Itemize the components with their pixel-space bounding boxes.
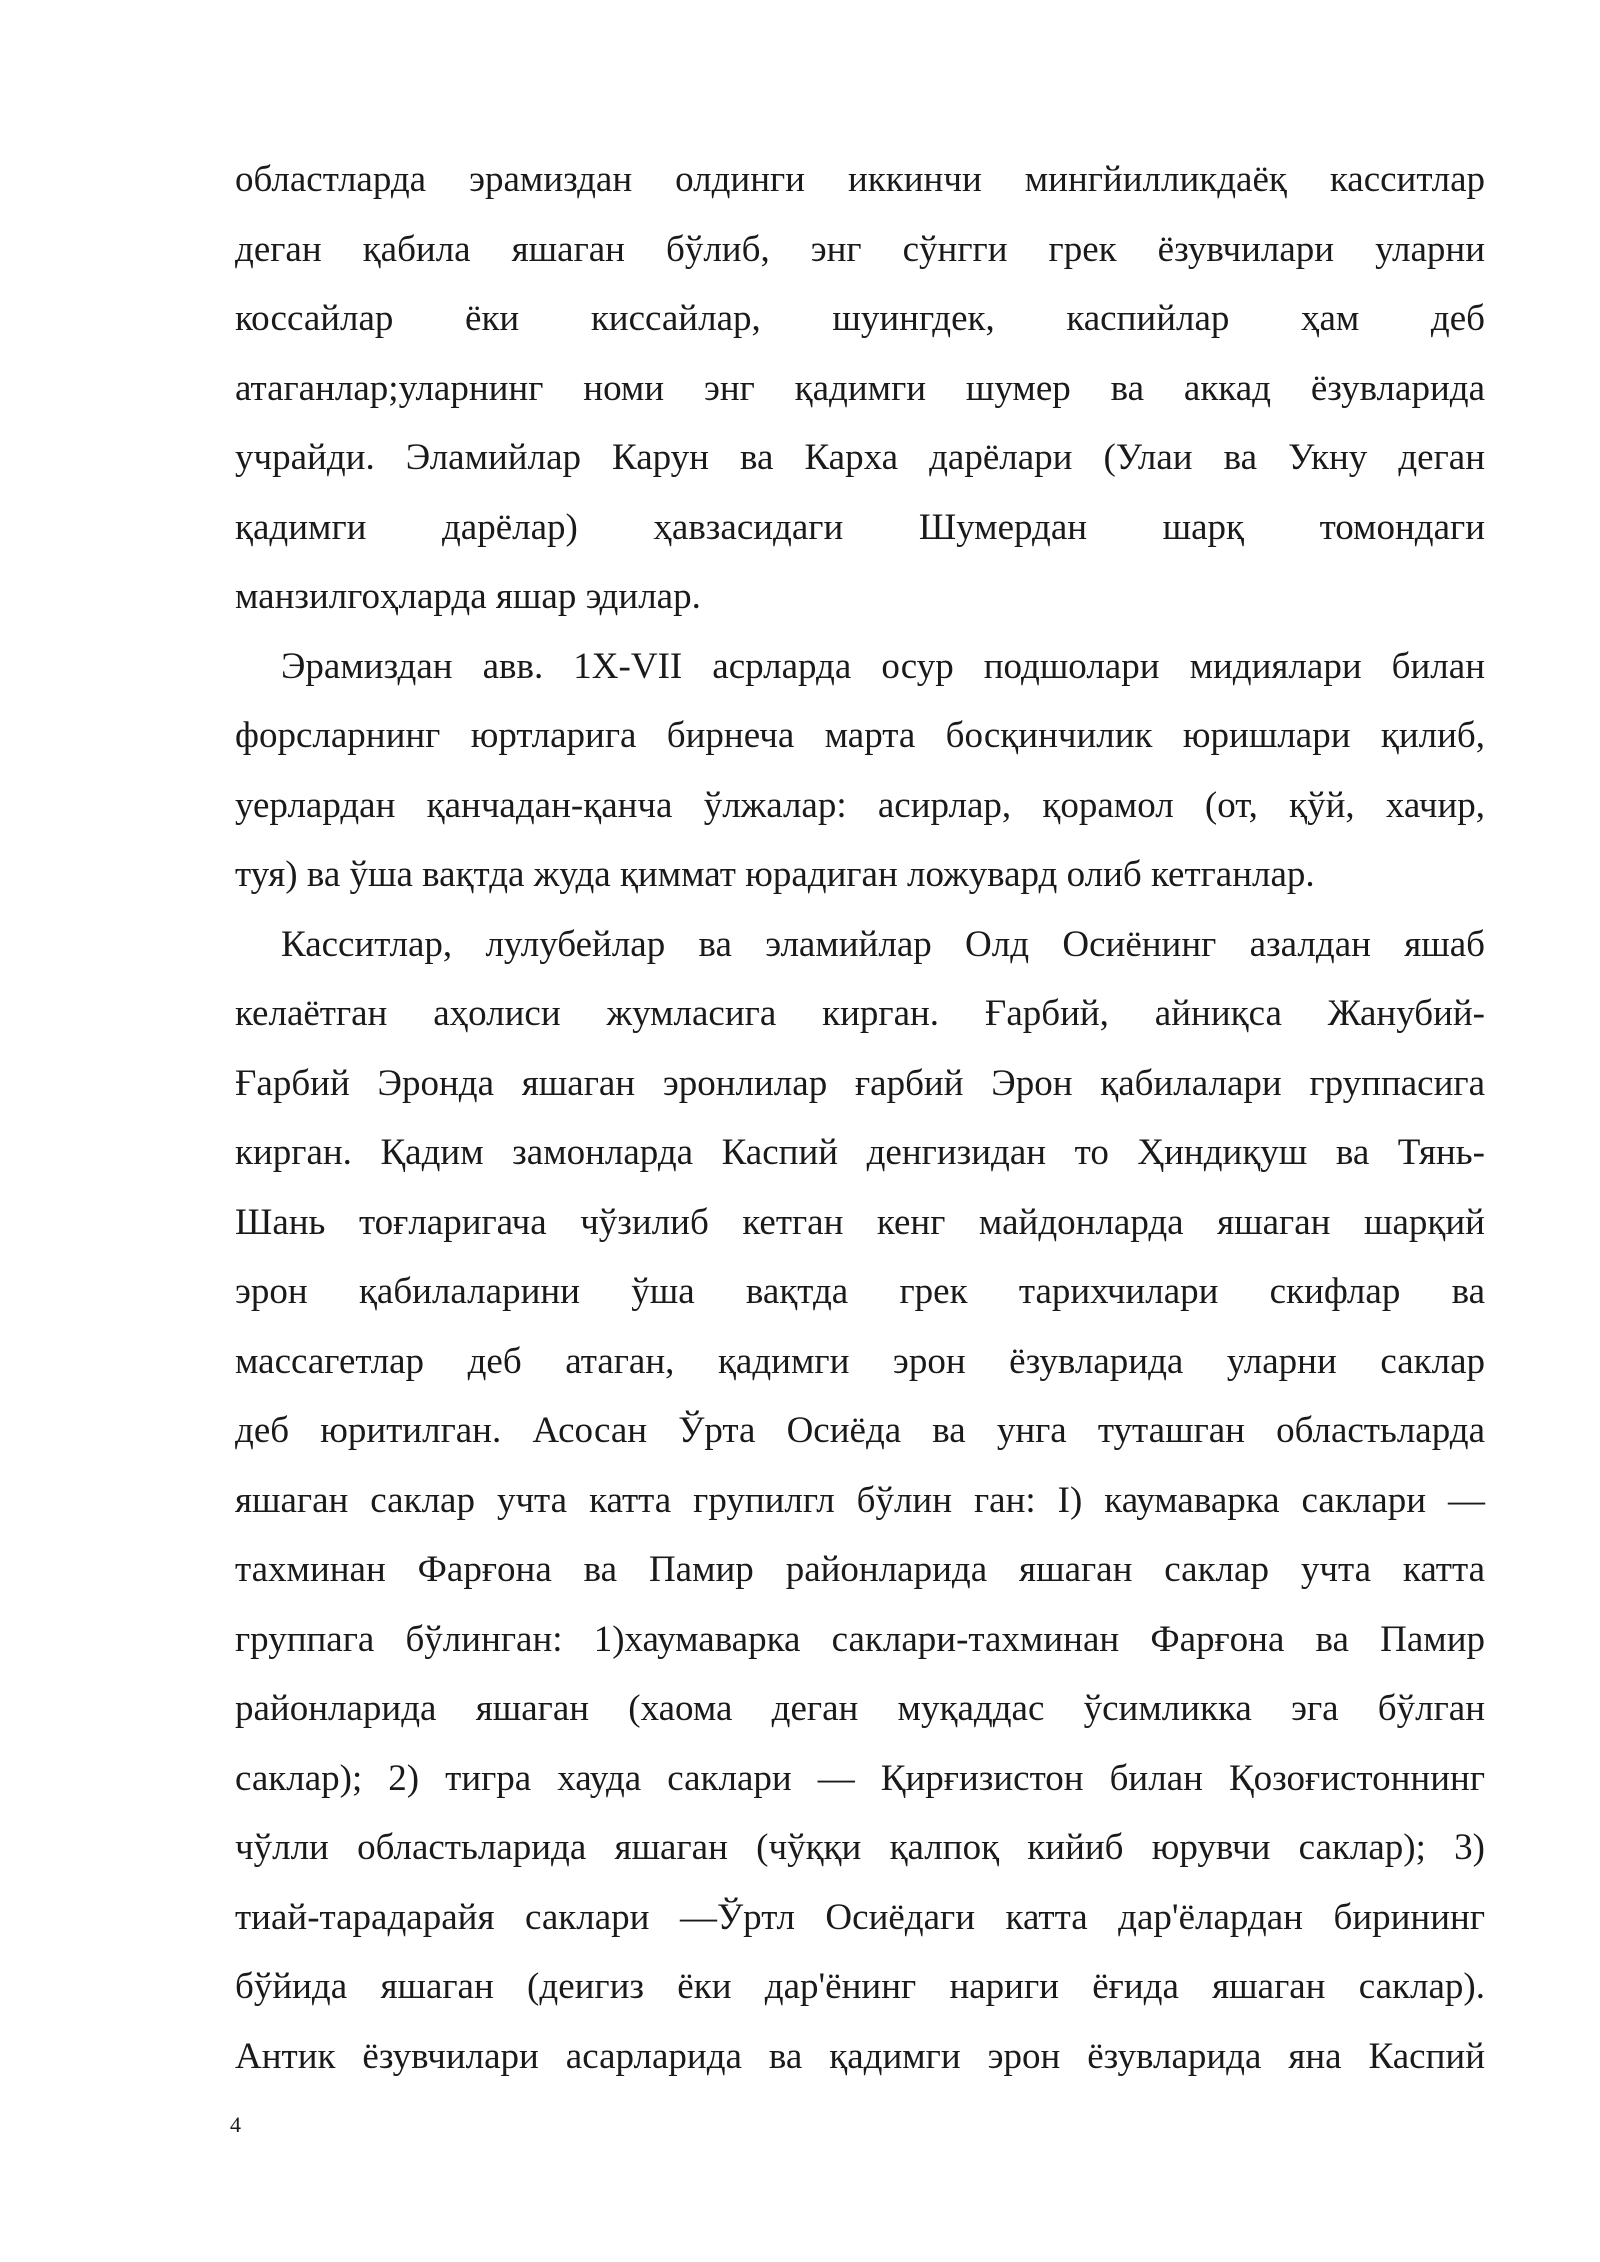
- text-line: деган қабила яшаган бўлиб, энг сўнгги грек ёзувчилари уларни: [235, 228, 1485, 270]
- text-line: уерлардан қанчадан-қанча ўлжалар: асирлар, қорамол (от, қўй, хачир,: [235, 784, 1485, 826]
- text-line: чўлли областьларида яшаган (чўққи қалпоқ кийиб юрувчи саклар); 3): [235, 1827, 1485, 1868]
- text-line: атаганлар;уларнинг номи энг қадимги шумер ва аккад ёзувларида: [235, 367, 1485, 409]
- text-line: яшаган саклар учта катта групилгл бўлин ган: I) каумаварка саклари —: [235, 1479, 1485, 1521]
- text-line: туя) ва ўша вақтда жуда қиммат юрадиган ложувард олиб кетганлар.: [235, 854, 1315, 895]
- text-line: Ғарбий Эронда яшаган эронлилар ғарбий Эрон қабилалари группасига: [235, 1062, 1485, 1104]
- text-line: келаётган аҳолиси жумласига кирган. Ғарбий, айниқса Жанубий-: [235, 993, 1485, 1034]
- text-line: тахминан Фарғона ва Памир районларида яшаган саклар учта катта: [235, 1549, 1485, 1590]
- text-line: массагетлар деб атаган, қадимги эрон ёзувларида уларни саклар: [235, 1340, 1485, 1382]
- body-text: [235, 150, 1485, 2096]
- text-line: тиай-тарадарайя саклари —Ўртл Осиёдаги катта дар'ёлардан бирининг: [235, 1896, 1485, 1938]
- text-line: районларида яшаган (хаома деган муқаддас ўсимликка эга бўлган: [235, 1688, 1485, 1729]
- text-line: учрайди. Эламийлар Карун ва Карха дарёлари (Улаи ва Укну деган: [235, 437, 1485, 478]
- text-line: областларда эрамиздан олдинги иккинчи мингйилликдаёқ касситлар: [235, 159, 1485, 200]
- text-line: форсларнинг юртларига бирнеча марта босқинчилик юришлари қилиб,: [235, 715, 1485, 756]
- text-line: деб юритилган. Асосан Ўрта Осиёда ва унга туташган областьларда: [235, 1410, 1485, 1451]
- text-line: қадимги дарёлар) ҳавзасидаги Шумердан шарқ томондаги: [235, 506, 1485, 548]
- text-line: коссайлар ёки киссайлар, шуингдек, каспийлар ҳам деб: [235, 298, 1485, 339]
- text-line: кирган. Қадим замонларда Каспий денгизидан то Ҳиндиқуш ва Тянь-: [235, 1132, 1485, 1173]
- text-line: бўйида яшаган (деигиз ёки дар'ёнинг нариги ёғида яшаган саклар).: [235, 1966, 1485, 2007]
- page-number: 4: [230, 2112, 241, 2137]
- text-line: манзилгоҳларда яшар эдилар.: [235, 576, 701, 617]
- text-line: эрон қабилаларини ўша вақтда грек тарихчилари скифлар ва: [235, 1271, 1485, 1312]
- paragraph-first-line: Эрамиздан авв. 1Х-VII асрларда осур подшолари мидиялари билан: [281, 645, 1485, 687]
- text-line: группага бўлинган: 1)хаумаварка саклари-тахминан Фарғона ва Памир: [235, 1618, 1485, 1660]
- text-line: саклар); 2) тигра хауда саклари — Қирғизистон билан Қозоғистоннинг: [235, 1757, 1485, 1799]
- text-line: Антик ёзувчилари асарларида ва қадимги эрон ёзувларида яна Каспий: [235, 2035, 1485, 2077]
- text-line: Шань тоғларигача чўзилиб кетган кенг майдонларда яшаган шарқий: [235, 1201, 1485, 1243]
- paragraph-first-line: Касситлар, лулубейлар ва эламийлар Олд Осиёнинг азалдан яшаб: [281, 923, 1485, 965]
